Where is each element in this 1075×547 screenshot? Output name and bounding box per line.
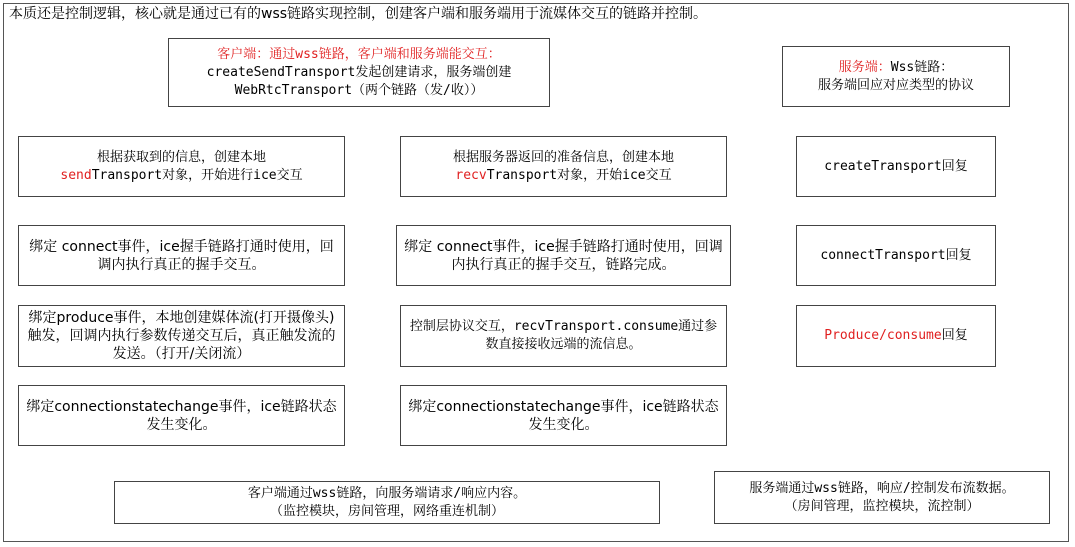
send-connect-box [18,225,345,286]
send-produce-text: 绑定produce事件，本地创建媒体流(打开摄像头)触发，回调内执行参数传递交互后，真正触发流的发送。（打开/关闭流） [27,310,336,362]
server-produce-consume-reply: 回复 [941,328,968,343]
send-statechange-box [18,385,345,446]
recv-connect-box [396,225,731,286]
recv-connect-text: 绑定 connect事件，ice握手链路打通时使用，回调内执行真正的握手交互，链路完成。 [404,238,723,273]
client-footer-box [114,481,660,524]
recv-statechange-text: 绑定connectionstatechange事件，ice链路状态发生变化。 [408,398,719,433]
client-footer-line1: 客户端通过wss链路，向服务端请求/响应内容。 [247,485,527,501]
server-create-transport-text: createTransport回复 [824,158,968,174]
client-header-line1: 客户端：通过wss链路，客户端和服务端能交互： [217,46,501,62]
server-header-label: 服务端： [838,59,891,75]
send-keyword: send [60,167,92,183]
server-footer-line1: 服务端通过wss链路，响应/控制发布流数据。 [749,480,1015,496]
send-produce-box [18,305,345,367]
server-connect-transport-box [796,225,996,286]
server-header-box [782,46,1010,107]
recv-transport-create-box [400,136,727,197]
recv-keyword: recv [455,167,487,183]
client-header-box [168,38,550,107]
send-connect-text: 绑定 connect事件，ice握手链路打通时使用，回调内执行真正的握手交互。 [29,238,334,273]
recv-statechange-box [400,385,727,446]
server-produce-consume-box [796,305,996,367]
recv-consume-box [400,305,727,367]
server-create-transport-box [796,136,996,197]
server-produce-consume-keyword: Produce/consume [824,328,942,343]
client-footer-line2: （监控模块，房间管理，网络重连机制） [269,503,504,519]
send-create-line1: 根据获取到的信息，创建本地 [96,149,266,165]
recv-create-line2: Transport对象，开始ice交互 [486,167,672,183]
server-connect-transport-text: connectTransport回复 [820,247,972,263]
server-footer-line2: （房间管理，监控模块，流控制） [784,498,980,514]
diagram-title: 本质还是控制逻辑，核心就是通过已有的wss链路实现控制，创建客户端和服务端用于流媒体交互的链路并控制。 [9,6,708,22]
server-header-line2: 服务端回应对应类型的协议 [817,77,974,93]
client-header-line2: createSendTransport发起创建请求，服务端创建 [206,64,512,80]
recv-create-line1: 根据服务器返回的准备信息，创建本地 [452,149,674,165]
client-header-line3: WebRtcTransport（两个链路（发/收）） [234,82,484,98]
send-create-line2: Transport对象，开始进行ice交互 [91,167,303,183]
recv-consume-text: 控制层协议交互，recvTransport.consume通过参数直接接收远端的流信息。 [409,319,718,352]
send-statechange-text: 绑定connectionstatechange事件，ice链路状态发生变化。 [26,398,337,433]
send-transport-create-box [18,136,345,197]
server-header-wss: Wss链路： [890,59,954,75]
server-footer-box [714,471,1050,524]
